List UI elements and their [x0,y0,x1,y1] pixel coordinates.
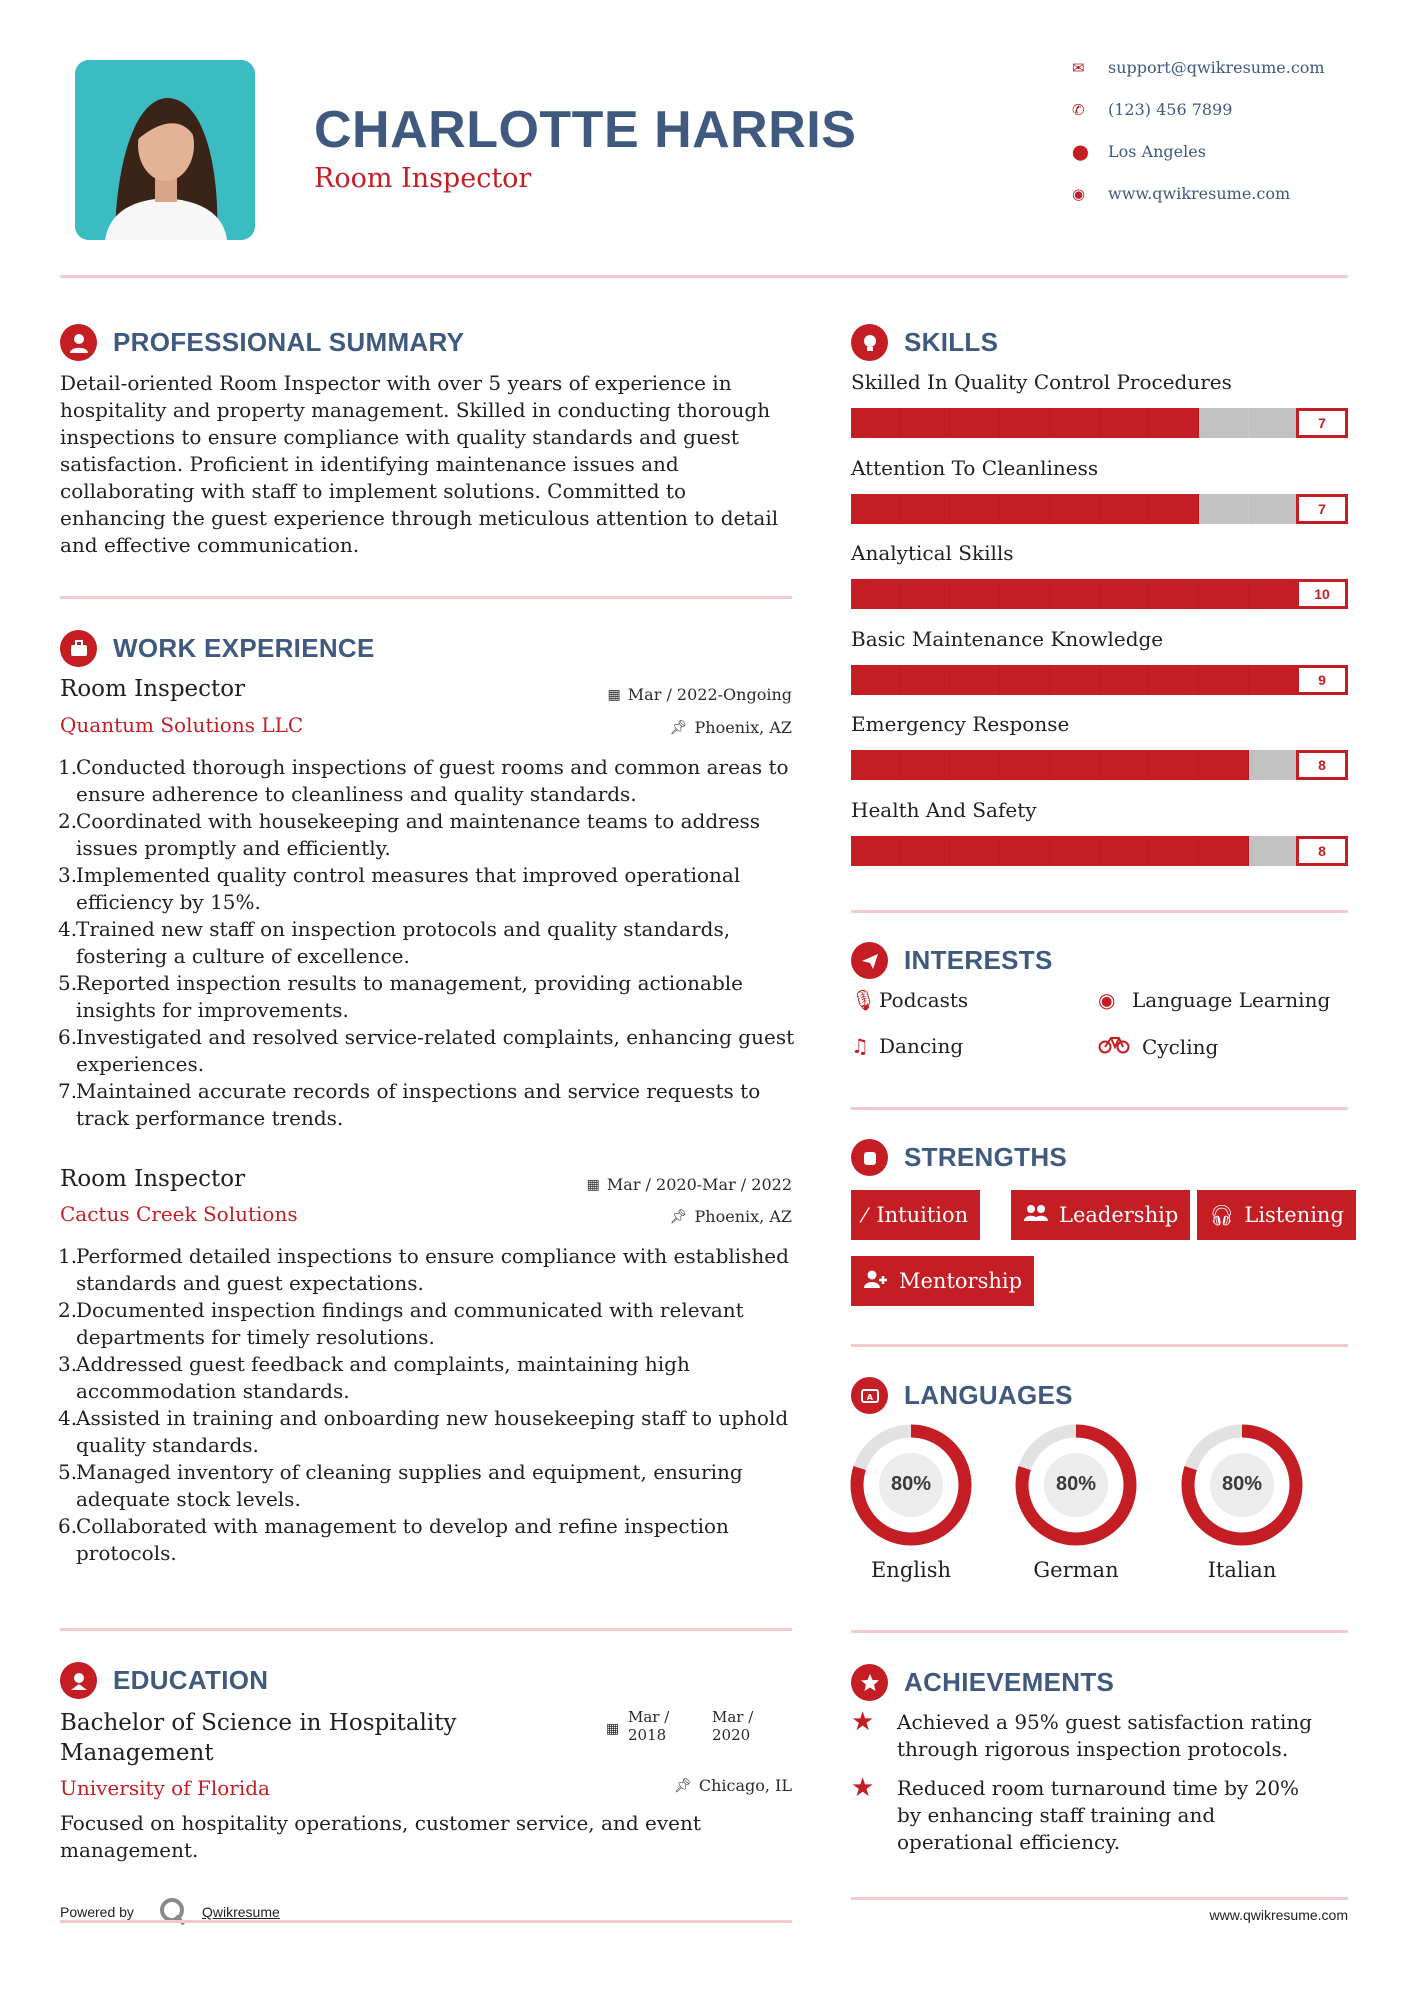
skill-bar-segment [1149,836,1199,866]
contact-location: ⬤ Los Angeles [1072,142,1206,161]
section-education: EDUCATION [60,1662,268,1699]
skill-bar-segment [1149,579,1199,609]
skill-bar-segment [1000,494,1050,524]
job-bullets [58,754,798,1132]
section-work-experience: WORK EXPERIENCE [60,630,375,667]
skill-bar-segment [901,750,951,780]
summary-divider [60,596,792,599]
skill-label: Attention To Cleanliness [851,455,1099,480]
list-item: 2. Documented inspection findings and communicated with relevant departments for timely resolutions. [58,1298,744,1349]
skill-score: 7 [1296,494,1348,524]
magic-wand-icon: ⁄ [863,1203,867,1227]
skill-bar-segment [851,494,901,524]
skill-score: 9 [1296,665,1348,695]
skill-bar-segment [1050,665,1100,695]
skill-bar-segment [1249,579,1299,609]
calendar-icon: ▦ [607,686,621,703]
skill-bar-segment [1000,836,1050,866]
list-item: 6. Investigated and resolved service-related complaints, enhancing guest experiences. [58,1025,795,1076]
skill-bar-segment [1100,494,1150,524]
graduation-icon [60,1662,97,1699]
calendar-icon: ▦ [606,1720,620,1736]
job-company: Cactus Creek Solutions [60,1202,298,1226]
strength-chip: 🎧︎ Listening [1197,1190,1356,1240]
interests-divider [851,1107,1348,1110]
skill-label: Skilled In Quality Control Procedures [851,370,1232,394]
job-date: ▦ Mar / 2020-Mar / 2022 [586,1175,792,1194]
section-achievements: ACHIEVEMENTS [851,1664,1114,1701]
header-divider [60,275,1348,278]
job-location: 📌︎ Phoenix, AZ [669,1207,792,1226]
language-icon [851,1377,888,1414]
svg-text:A: A [866,1392,873,1402]
skill-bar-segment [901,494,951,524]
footer-divider-right [851,1897,1348,1900]
skill-bar-segment [901,836,951,866]
star-icon: ★ [851,1707,875,1737]
skill-bar-segment [851,665,901,695]
music-note-icon: ♫ [851,1034,869,1058]
list-item: 4. Trained new staff on inspection protocols and quality standards, fostering a culture of excellence. [58,917,731,968]
skill-bar-segment [950,494,1000,524]
interest-item: Cycling [1098,1034,1218,1059]
skill-bar-segment [901,579,951,609]
strength-chip: Leadership [1011,1190,1190,1240]
skill-bar-segment [950,579,1000,609]
profile-photo [75,60,255,240]
skill-bar-segment [1199,579,1249,609]
skill-bar-segment [1199,408,1249,438]
language-percent: 80% [1221,1473,1263,1495]
qwikresume-link[interactable]: Qwikresume [202,1904,280,1920]
pushpin-icon: 📌︎ [674,1777,692,1794]
skill-bar-segment [950,750,1000,780]
skill-bar-segment [851,408,901,438]
skill-label: Basic Maintenance Knowledge [851,626,1164,651]
job-location: 📌︎ Phoenix, AZ [669,718,792,737]
calendar-icon: ▦ [586,1176,600,1193]
skills-divider [851,910,1348,913]
job-bullets [58,1243,798,1567]
interest-item: ◉ Language Learning [1098,988,1331,1012]
skill-bar [851,579,1348,609]
skill-label: Health And Safety [851,797,1037,822]
globe-icon: ◉ [1098,988,1116,1012]
list-item: 3. Addressed guest feedback and complaints, maintaining high accommodation standards. [58,1352,690,1403]
skill-bar-segment [851,579,901,609]
skill-bar [851,665,1348,695]
list-item: 2. Coordinated with housekeeping and maintenance teams to address issues promptly and efficiently. [58,809,761,860]
job-title: Room Inspector [60,676,246,702]
section-professional-summary: PROFESSIONAL SUMMARY [60,324,464,361]
education-description: Focused on hospitality operations, customer service, and event management. [60,1811,701,1862]
skill-bar-segment [1199,665,1249,695]
candidate-name: CHARLOTTE HARRIS [314,101,857,159]
candidate-role: Room Inspector [314,163,532,194]
skill-bar-segment [1100,836,1150,866]
interest-item: ♫ Dancing [851,1034,964,1058]
language-percent: 80% [890,1473,932,1495]
list-item: 1. Performed detailed inspections to ensure compliance with established standards and guest expectations. [58,1244,789,1295]
skill-bar-segment [1149,408,1199,438]
skill-label: Analytical Skills [851,541,1014,565]
skill-bar-segment [1050,408,1100,438]
list-item: 7. Maintained accurate records of inspections and service requests to track performance trends. [58,1079,761,1130]
fist-icon [851,1139,888,1176]
skill-bar-segment [851,836,901,866]
list-item: 3. Implemented quality control measures that improved operational efficiency by 15%. [58,863,741,914]
pushpin-icon: 📌︎ [669,719,688,736]
skill-bar-segment [1199,750,1249,780]
user-plus-icon [863,1269,889,1294]
skill-bar-segment [1249,750,1299,780]
work-divider [60,1628,792,1631]
language-label: English [870,1558,952,1582]
skill-bar-segment [1100,665,1150,695]
section-strengths: STRENGTHS [851,1139,1067,1176]
skill-bar-segment [1149,494,1199,524]
contact-website[interactable]: ◉ www.qwikresume.com [1072,184,1291,203]
list-item: 1. Conducted thorough inspections of guest rooms and common areas to ensure adherence to cleanliness and quality standards. [58,755,789,806]
strength-chip: ⁄ Intuition [851,1190,980,1240]
pushpin-icon: 📌︎ [669,1208,688,1225]
skill-bar-segment [1149,665,1199,695]
skill-bar-segment [1000,579,1050,609]
achievement-item: ★ Reduced room turnaround time by 20% by enhancing staff training and operational efficiency. [851,1773,1300,1854]
skill-bar-segment [1249,836,1299,866]
skill-bar-segment [1050,750,1100,780]
job-date: ▦ Mar / 2022-Ongoing [607,685,792,704]
skill-bar-segment [1000,408,1050,438]
paper-plane-icon [851,942,888,979]
footer-website-link[interactable]: www.qwikresume.com [1209,1907,1348,1923]
strength-chip: Mentorship [851,1256,1034,1306]
star-icon: ★ [851,1773,875,1803]
lightbulb-icon [851,324,888,361]
skill-bar-segment [1050,579,1100,609]
skill-bar [851,408,1348,438]
skill-bar-segment [1199,494,1249,524]
skill-bar-segment [1149,750,1199,780]
skill-bar-segment [1199,836,1249,866]
powered-by-label: Powered by [60,1904,134,1920]
skill-bar [851,494,1348,524]
skill-bar-segment [1100,579,1150,609]
skill-bar-segment [1100,408,1150,438]
skill-score: 8 [1296,750,1348,780]
list-item: 6. Collaborated with management to develop and refine inspection protocols. [58,1514,729,1565]
microphone-icon: 🎙︎ [851,988,877,1012]
envelope-icon: ✉ [1072,58,1085,77]
language-label: German [1033,1558,1119,1582]
skill-bar-segment [901,665,951,695]
footer-divider-left [60,1920,792,1923]
job-company: Quantum Solutions LLC [60,713,304,737]
skill-score: 10 [1296,579,1348,609]
contact-email[interactable]: ✉ support@qwikresume.com [1072,58,1325,77]
school-name: University of Florida [60,1776,270,1800]
skill-bar-segment [1050,836,1100,866]
degree-title: Bachelor of Science in Hospitality Management [60,1710,457,1766]
skill-bar-segment [1249,408,1299,438]
contact-phone[interactable]: ✆ (123) 456 7899 [1072,100,1233,119]
list-item: 5. Managed inventory of cleaning supplies and equipment, ensuring adequate stock levels. [58,1460,743,1511]
section-languages: A LANGUAGES [851,1377,1073,1414]
education-location: 📌︎ Chicago, IL [674,1776,792,1795]
skill-score: 8 [1296,836,1348,866]
skill-bar [851,750,1348,780]
skill-bar-segment [851,750,901,780]
skill-bar-segment [1050,494,1100,524]
language-percent: 80% [1055,1473,1097,1495]
interest-item: 🎙︎ Podcasts [851,988,969,1012]
skill-bar-segment [950,665,1000,695]
star-badge-icon [851,1664,888,1701]
skill-bar-segment [1249,494,1299,524]
skill-bar-segment [950,408,1000,438]
skill-label: Emergency Response [851,712,1070,736]
skill-bar-segment [950,836,1000,866]
list-item: 4. Assisted in training and onboarding new housekeeping staff to uphold quality standards. [58,1406,789,1457]
map-marker-icon: ⬤ [1072,142,1089,161]
skill-score: 7 [1296,408,1348,438]
achievement-item: ★ Achieved a 95% guest satisfaction rating through rigorous inspection protocols. [851,1707,1313,1761]
skill-bar-segment [1000,665,1050,695]
job-title: Room Inspector [60,1166,246,1192]
skill-bar [851,836,1348,866]
education-start-date: Mar / 2018 [628,1708,670,1744]
users-icon [1023,1203,1049,1228]
headphones-icon: 🎧︎ [1209,1203,1235,1227]
language-label: Italian [1207,1558,1277,1582]
skill-bar-segment [1100,750,1150,780]
phone-icon: ✆ [1072,100,1085,119]
summary-text: Detail-oriented Room Inspector with over 5 years of experience in hospitality and property management. Skilled in conducting thorough inspections to ensure compliance with quality standards and guest satisfaction. Proficient in identifying maintenance issues and collaborating with staff to implement solutions. Committed to enhancing the guest experience through meticulous attention to detail and effective communication. [60,371,779,557]
languages-divider [851,1630,1348,1633]
skill-bar-segment [1000,750,1050,780]
skill-bar-segment [901,408,951,438]
section-skills: SKILLS [851,324,998,361]
user-icon [60,324,97,361]
briefcase-icon [60,630,97,667]
list-item: 5. Reported inspection results to management, providing actionable insights for improvements. [58,971,744,1022]
skill-bar-segment [1249,665,1299,695]
strengths-divider [851,1344,1348,1347]
bicycle-icon [1098,1034,1142,1059]
education-end-date: Mar / 2020 [712,1708,754,1744]
section-interests: INTERESTS [851,942,1053,979]
globe-icon: ◉ [1072,184,1086,203]
